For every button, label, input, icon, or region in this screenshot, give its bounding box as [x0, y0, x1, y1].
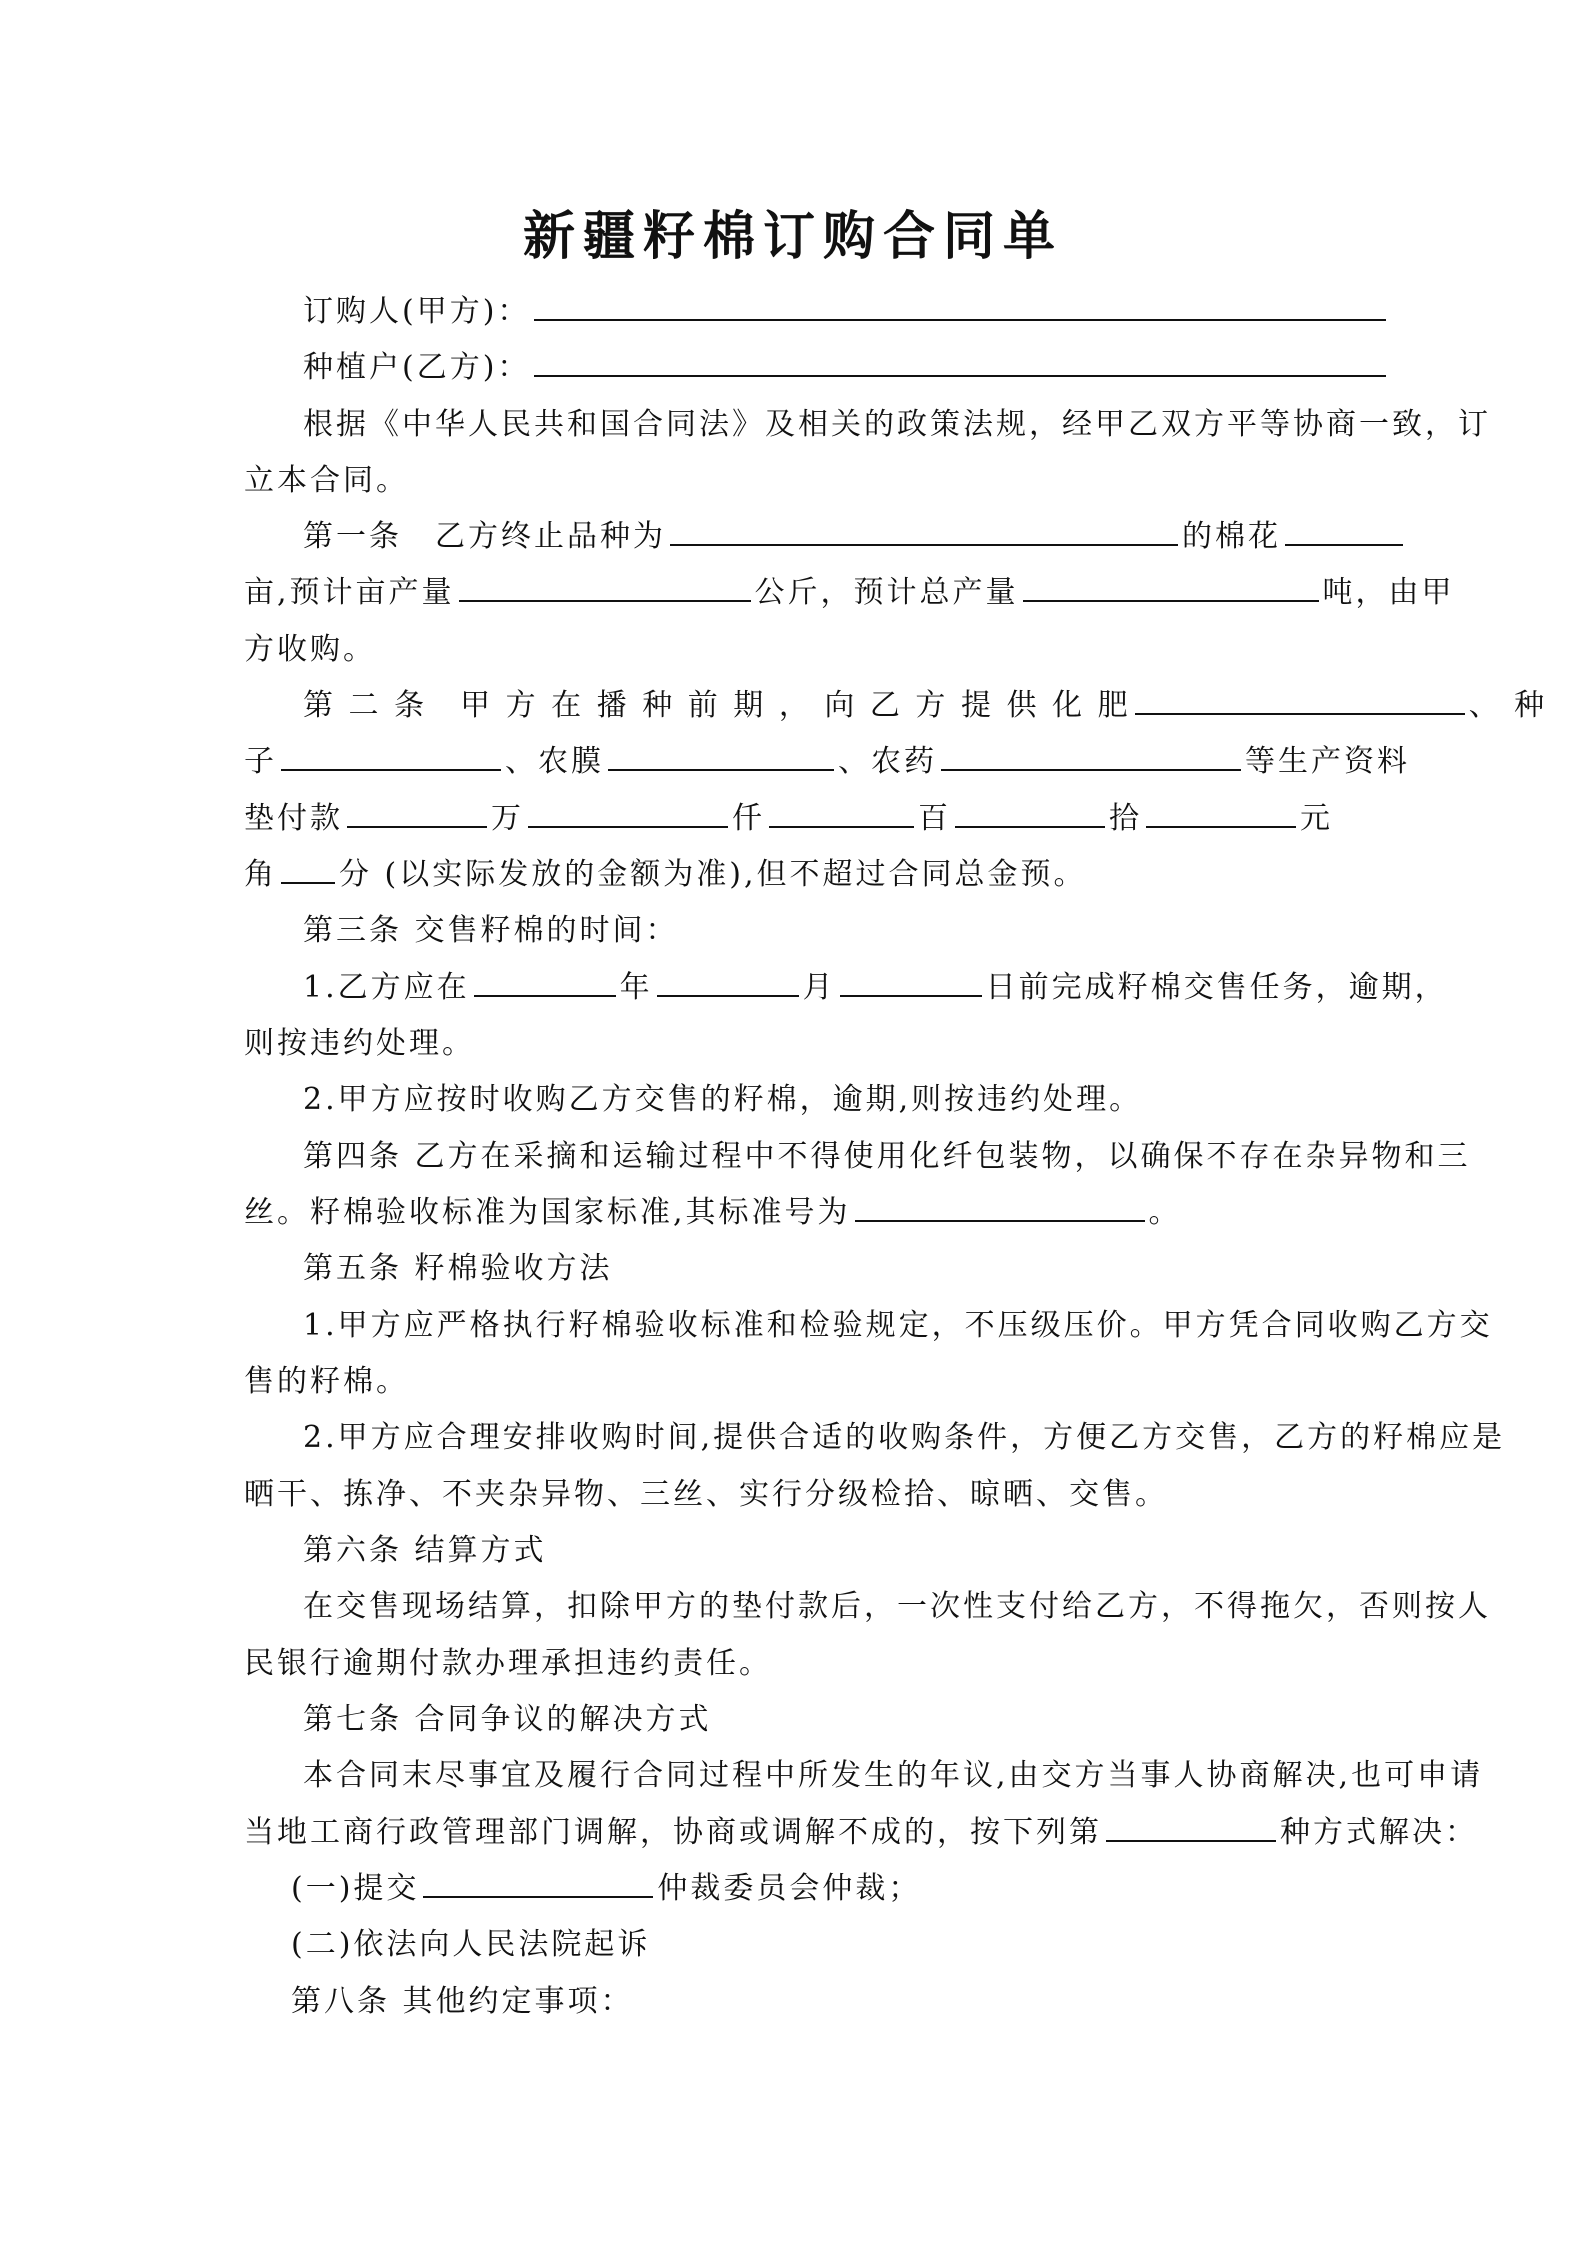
- art4-line-1: 第四条 乙方在采摘和运输过程中不得使用化纤包装物，以确保不存在杂异物和三: [303, 1139, 1471, 1174]
- art2-text-d: 、农膜: [505, 744, 604, 779]
- art2-pesticide-field[interactable]: [941, 733, 1241, 771]
- art4-line-2: [244, 1184, 1182, 1241]
- art2-fertilizer-field[interactable]: [1135, 677, 1465, 715]
- art2-text-i: 仟: [732, 801, 765, 836]
- art1-text-d: 公斤，预计总产量: [754, 575, 1019, 610]
- art3-month-field[interactable]: [657, 959, 799, 997]
- art3-line-1: [303, 959, 1448, 1016]
- art1-text-a: 第一条 乙方终止品种为: [303, 519, 666, 554]
- art2-line-2: [244, 733, 1410, 790]
- art2-qian-field[interactable]: [528, 790, 728, 828]
- art1-area-field[interactable]: [1285, 508, 1403, 546]
- art7-text-d2: 仲裁委员会仲裁；: [657, 1871, 922, 1906]
- art1-line-3: 方收购。: [244, 632, 376, 667]
- preamble-line-1: 根据《中华人民共和国合同法》及相关的政策法规，经甲乙双方平等协商一致，订: [303, 407, 1491, 442]
- art3-day-field[interactable]: [840, 959, 982, 997]
- art2-film-field[interactable]: [608, 733, 834, 771]
- art1-line-1: [303, 508, 1407, 565]
- art2-text-l: 元: [1300, 801, 1333, 836]
- art2-text-k: 拾: [1109, 801, 1142, 836]
- art1-total-yield-field[interactable]: [1023, 564, 1319, 602]
- art7-title: 第七条 合同争议的解决方式: [303, 1702, 712, 1737]
- art2-text-j: 百: [918, 801, 951, 836]
- party-b-label: 种植户(乙方)：: [303, 350, 531, 385]
- art5-line-4: 晒干、拣净、不夹杂异物、三丝、实行分级检拾、晾晒、交售。: [244, 1477, 1168, 1512]
- art2-shi-field[interactable]: [955, 790, 1105, 828]
- art1-text-b: 的棉花: [1182, 519, 1281, 554]
- art3-text-d: 日前完成籽棉交售任务，逾期，: [985, 970, 1448, 1005]
- art2-text-b: 、 种: [1468, 688, 1548, 723]
- art2-wan-field[interactable]: [347, 790, 487, 828]
- art5-line-2: 售的籽棉。: [244, 1364, 409, 1399]
- art2-line-3: [244, 790, 1333, 847]
- art2-text-g: 垫付款: [244, 801, 343, 836]
- art1-variety-field[interactable]: [670, 508, 1178, 546]
- art7-text-c: 种方式解决：: [1280, 1815, 1478, 1850]
- art7-line-3: [291, 1860, 921, 1917]
- art1-line-2: [244, 564, 1455, 621]
- art2-seed-field[interactable]: [281, 733, 501, 771]
- art4-standard-number-field[interactable]: [855, 1184, 1145, 1222]
- party-b-row: [303, 339, 1390, 396]
- art2-text-n: 分 (以实际发放的金额为准),但不超过合同总金预。: [339, 857, 1087, 892]
- party-b-field[interactable]: [534, 339, 1386, 377]
- party-a-row: [303, 283, 1390, 340]
- art6-title: 第六条 结算方式: [303, 1533, 547, 1568]
- party-a-label: 订购人(甲方)：: [303, 294, 531, 329]
- art3-title: 第三条 交售籽棉的时间：: [303, 913, 679, 948]
- art1-text-c: 亩,预计亩产量: [244, 575, 455, 610]
- art2-bai-field[interactable]: [769, 790, 914, 828]
- art2-text-h: 万: [491, 801, 524, 836]
- art2-text-e: 、农药: [838, 744, 937, 779]
- art7-text-b: 当地工商行政管理部门调解，协商或调解不成的，按下列第: [244, 1815, 1102, 1850]
- art3-text-c: 月: [802, 970, 836, 1005]
- art5-title: 第五条 籽棉验收方法: [303, 1251, 613, 1286]
- art4-text-b: 丝。籽棉验收标准为国家标准,其标准号为: [244, 1195, 851, 1230]
- art3-text-b: 年: [619, 970, 653, 1005]
- art2-text-f: 等生产资料: [1245, 744, 1410, 779]
- art1-text-e: 吨，由甲: [1322, 575, 1455, 610]
- art3-line-2: 则按违约处理。: [244, 1026, 475, 1061]
- preamble-line-2: 立本合同。: [244, 463, 409, 498]
- art2-line-1: [303, 677, 1547, 734]
- party-a-field[interactable]: [534, 283, 1386, 321]
- art6-line-1: 在交售现场结算，扣除甲方的垫付款后，一次性支付给乙方，不得拖欠，否则按人: [303, 1589, 1491, 1624]
- art3-year-field[interactable]: [474, 959, 616, 997]
- art8-title: 第八条 其他约定事项：: [291, 1984, 634, 2019]
- art7-line-4: (二)依法向人民法院起诉: [291, 1927, 651, 1962]
- art1-yield-per-mu-field[interactable]: [459, 564, 751, 602]
- art7-arbitration-field[interactable]: [423, 1860, 653, 1898]
- art3-line-3: 2.甲方应按时收购乙方交售的籽棉，逾期,则按违约处理。: [303, 1082, 1143, 1117]
- art2-yuan-field[interactable]: [1146, 790, 1296, 828]
- art2-jiao-field[interactable]: [281, 846, 335, 884]
- page-title: 新疆籽棉订购合同单: [522, 206, 1063, 267]
- art2-text-c: 子: [244, 744, 277, 779]
- art4-text-c: 。: [1148, 1195, 1182, 1230]
- art5-line-1: 1.甲方应严格执行籽棉验收标准和检验规定，不压级压价。甲方凭合同收购乙方交: [303, 1308, 1493, 1343]
- art7-line-1: 本合同末尽事宜及履行合同过程中所发生的年议,由交方当事人协商解决,也可申请: [303, 1758, 1484, 1793]
- art5-line-3: 2.甲方应合理安排收购时间,提供合适的收购条件，方便乙方交售，乙方的籽棉应是: [303, 1420, 1506, 1455]
- art2-text-m: 角: [244, 857, 277, 892]
- art6-line-2: 民银行逾期付款办理承担违约责任。: [244, 1646, 772, 1681]
- art3-text-a: 1.乙方应在: [303, 970, 470, 1005]
- art2-line-4: [244, 846, 1086, 903]
- art2-text-a: 第 二 条 甲 方 在 播 种 前 期 ， 向 乙 方 提 供 化 肥: [303, 688, 1131, 723]
- art7-text-d1: (一)提交: [291, 1871, 420, 1906]
- art7-line-2: [244, 1804, 1478, 1861]
- art7-method-field[interactable]: [1106, 1804, 1276, 1842]
